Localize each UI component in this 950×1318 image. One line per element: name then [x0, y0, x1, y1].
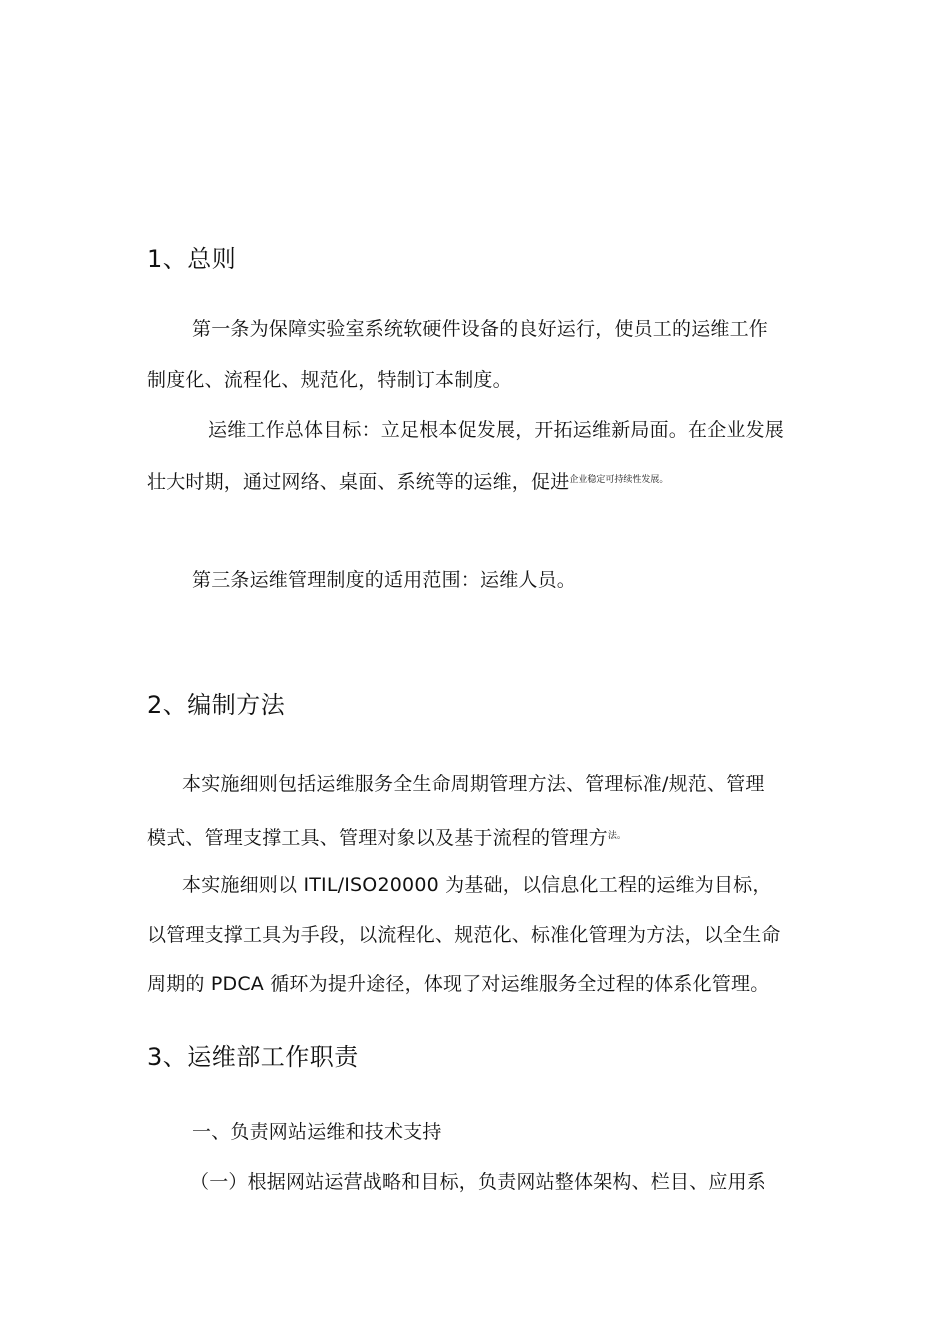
- section-1-line-1: 第一条为保障实验室系统软硬件设备的良好运行，使员工的运维工作: [192, 318, 769, 340]
- section-1-line-2: 制度化、流程化、规范化，特制订本制度。: [147, 369, 512, 391]
- section-2-line-1: 本实施细则包括运维服务全生命周期管理方法、管理标准/规范、管理: [182, 773, 765, 795]
- section-2-line-2: [147, 824, 626, 850]
- section-2-heading: 2、编制方法: [147, 691, 286, 719]
- section-1-line-3: 运维工作总体目标：立足根本促发展，开拓运维新局面。在企业发展: [208, 419, 785, 441]
- section-1-heading: 1、总则: [147, 245, 237, 273]
- section-2-line-2-small-text: 法。: [607, 831, 626, 841]
- section-3-heading: 3、运维部工作职责: [147, 1043, 359, 1071]
- section-1-line-4-text: 壮大时期，通过网络、桌面、系统等的运维，促进: [147, 471, 570, 493]
- section-3-line-2: （一）根据网站运营战略和目标，负责网站整体架构、栏目、应用系: [190, 1171, 767, 1193]
- section-1-line-4-small-text: 企业稳定可持续性发展。: [569, 475, 669, 485]
- section-3-line-1: 一、负责网站运维和技术支持: [192, 1121, 442, 1143]
- section-2-line-5: 周期的 PDCA 循环为提升途径，体现了对运维服务全过程的体系化管理。: [147, 973, 770, 995]
- section-2-line-2-text: 模式、管理支撑工具、管理对象以及基于流程的管理方: [147, 827, 608, 849]
- section-1-line-4: [147, 468, 668, 494]
- section-2-line-3: 本实施细则以 ITIL/ISO20000 为基础，以信息化工程的运维为目标，: [182, 874, 772, 896]
- section-2-line-4: 以管理支撑工具为手段，以流程化、规范化、标准化管理为方法，以全生命: [147, 924, 781, 946]
- section-1-line-5: 第三条运维管理制度的适用范围：运维人员。: [192, 569, 577, 591]
